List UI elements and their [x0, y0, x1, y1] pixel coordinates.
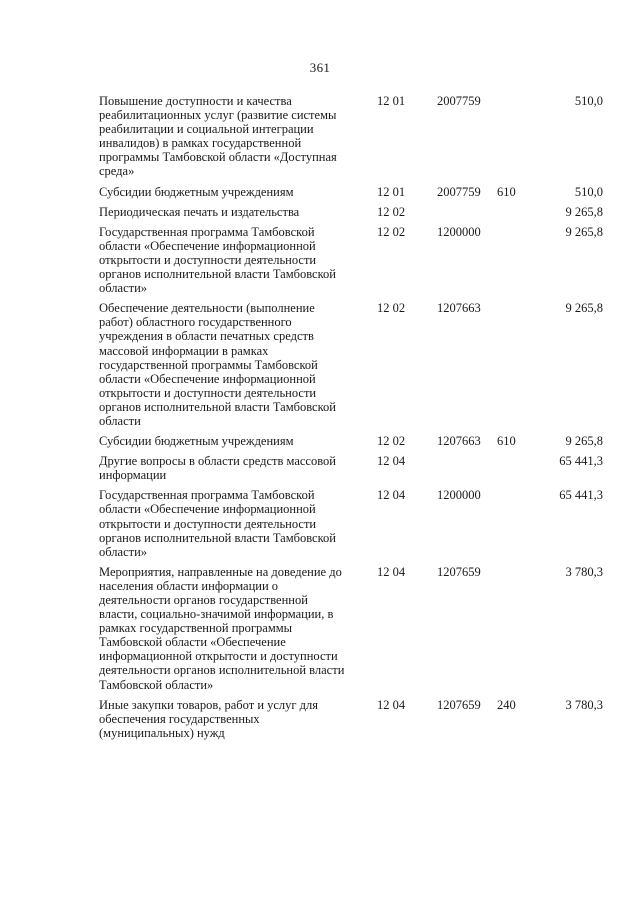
row-target-article: 1200000 — [437, 224, 481, 239]
row-sum: 3 780,3 — [565, 697, 603, 712]
table-row — [0, 698, 640, 740]
row-name: Другие вопросы в области средств массовой информации — [99, 454, 336, 483]
row-target-article: 1207659 — [437, 564, 481, 579]
row-target-article: 1207663 — [437, 434, 481, 449]
row-section-code: 12 01 — [377, 94, 406, 108]
row-sum: 9 265,8 — [565, 434, 603, 449]
row-section-code: 12 02 — [377, 204, 406, 219]
table-row — [0, 488, 640, 558]
row-section-code: 12 04 — [377, 488, 406, 503]
row-target-article: 2007759 — [437, 184, 481, 199]
budget-table — [0, 94, 640, 746]
row-name: Государственная программа Тамбовской области «Обеспечение информационной открытости и доступности деятельности органов исполнительной власти Тамбовской области» — [99, 488, 336, 559]
row-sum: 9 265,8 — [565, 301, 603, 316]
row-section-code: 12 02 — [377, 224, 406, 239]
row-section-code: 12 04 — [377, 697, 406, 712]
row-section-code: 12 02 — [377, 434, 406, 449]
row-target-article: 2007759 — [437, 94, 481, 108]
row-name: Периодическая печать и издательства — [99, 204, 300, 219]
table-row — [0, 454, 640, 482]
row-expense-type: 240 — [497, 697, 516, 712]
table-row — [0, 94, 640, 179]
row-target-article: 1207659 — [437, 697, 481, 712]
row-sum: 510,0 — [574, 94, 603, 108]
row-name: Государственная программа Тамбовской области «Обеспечение информационной открытости и доступности деятельности органов исполнительной власти Тамбовской области» — [99, 224, 336, 296]
row-name: Повышение доступности и качества реабилитационных услуг (развитие системы реабилитации и социальной интеграции инвалидов) в рамках государственной программы Тамбовской области «Доступная среда» — [99, 94, 337, 179]
table-row — [0, 205, 640, 219]
table-row — [0, 434, 640, 448]
row-sum: 9 265,8 — [565, 224, 603, 239]
row-sum: 65 441,3 — [559, 488, 603, 503]
row-target-article: 1200000 — [437, 488, 481, 503]
table-row — [0, 301, 640, 428]
row-section-code: 12 04 — [377, 564, 406, 579]
row-sum: 3 780,3 — [565, 564, 603, 579]
table-row — [0, 225, 640, 295]
row-section-code: 12 01 — [377, 184, 406, 199]
row-section-code: 12 02 — [377, 301, 406, 316]
row-name: Субсидии бюджетным учреждениям — [99, 434, 294, 449]
row-sum: 65 441,3 — [559, 454, 603, 469]
row-section-code: 12 04 — [377, 454, 406, 469]
table-row — [0, 565, 640, 692]
page-number: 361 — [309, 60, 331, 75]
row-expense-type: 610 — [497, 184, 516, 199]
row-name: Мероприятия, направленные на доведение до населения области информации о деятельности органов государственной власти, социально-значимой информации, в рамках государственной программы Тамбовской области «Обеспечение информационной открытости и доступности деятельности органов исполнительной власти Тамбовской области» — [99, 564, 345, 692]
table-row — [0, 185, 640, 199]
row-name: Обеспечение деятельности (выполнение работ) областного государственного учреждения в области печатных средств массовой информации в рамках государственной программы Тамбовской области «Обеспечение информационной открытости и доступности деятельности органов исполнительной власти Тамбовской области — [99, 301, 336, 428]
row-sum: 9 265,8 — [565, 204, 603, 219]
row-name: Иные закупки товаров, работ и услуг для обеспечения государственных (муниципальных) нужд — [99, 697, 319, 740]
row-sum: 510,0 — [574, 184, 603, 199]
row-name: Субсидии бюджетным учреждениям — [99, 184, 294, 199]
row-expense-type: 610 — [497, 434, 516, 449]
row-target-article: 1207663 — [437, 301, 481, 316]
